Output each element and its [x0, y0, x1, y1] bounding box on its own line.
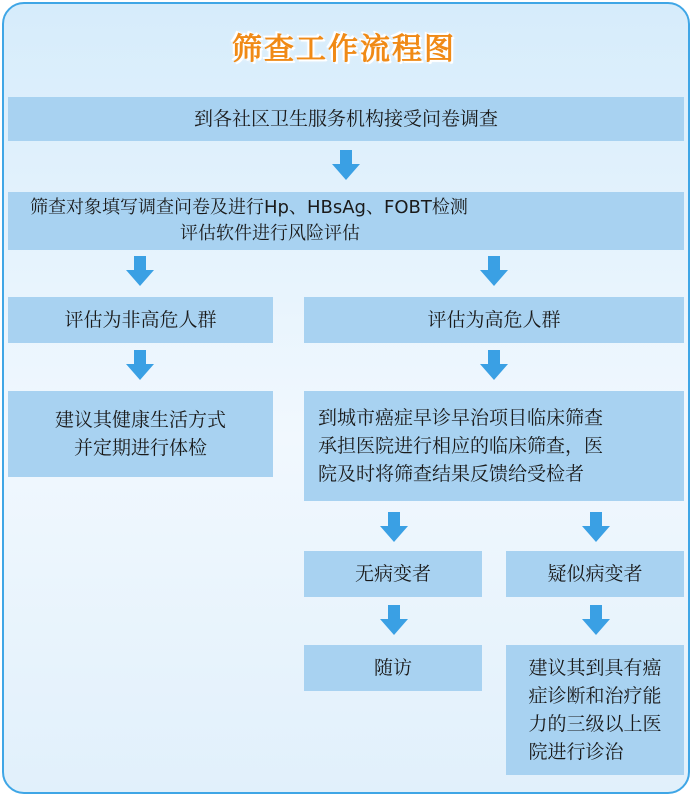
- follow-up-text: 随访: [373, 657, 412, 679]
- clinical-screening-line1: 到城市癌症早诊早治项目临床筛查: [318, 407, 604, 429]
- step-testing-text-line2: 评估软件进行风险评估: [180, 223, 360, 244]
- clinical-screening-line2: 承担医院进行相应的临床筛查，医: [318, 435, 604, 457]
- down-arrow-icon: [380, 512, 408, 542]
- suspected-lesion-box: [506, 551, 684, 597]
- step-survey-box: [8, 97, 684, 141]
- down-arrow-icon: [126, 350, 154, 380]
- no-lesion-box: [304, 551, 482, 597]
- low-risk-advice-line1: 建议其健康生活方式: [54, 409, 226, 431]
- down-arrow-icon: [332, 150, 360, 180]
- clinical-screening-line3: 院及时将筛查结果反馈给受检者: [318, 463, 585, 485]
- referral-box: [506, 645, 684, 775]
- high-risk-box: [304, 297, 684, 343]
- follow-up-box: [304, 645, 482, 691]
- step-survey-text: 到各社区卫生服务机构接受问卷调查: [193, 108, 498, 130]
- suspected-lesion-text: 疑似病变者: [547, 563, 643, 585]
- step-testing-box: [8, 192, 684, 250]
- down-arrow-icon: [380, 605, 408, 635]
- down-arrow-icon: [126, 256, 154, 286]
- down-arrow-icon: [582, 605, 610, 635]
- down-arrow-icon: [480, 350, 508, 380]
- low-risk-text: 评估为非高危人群: [64, 309, 217, 331]
- referral-line1: 建议其到具有癌: [528, 657, 662, 679]
- low-risk-advice-box: [8, 391, 273, 477]
- low-risk-box: [8, 297, 273, 343]
- flowchart-title: 筛查工作流程图: [232, 32, 456, 67]
- down-arrow-icon: [480, 256, 508, 286]
- referral-line4: 院进行诊治: [528, 741, 624, 763]
- high-risk-text: 评估为高危人群: [427, 309, 561, 331]
- down-arrow-icon: [582, 512, 610, 542]
- clinical-screening-box: [304, 391, 684, 501]
- referral-line2: 症诊断和治疗能: [528, 685, 662, 707]
- referral-line3: 力的三级以上医: [528, 713, 662, 735]
- no-lesion-text: 无病变者: [354, 563, 431, 585]
- low-risk-advice-line2: 并定期进行体检: [73, 437, 207, 459]
- step-testing-text-line1: 筛查对象填写调查问卷及进行Hp、HBsAg、FOBT检测: [30, 197, 468, 218]
